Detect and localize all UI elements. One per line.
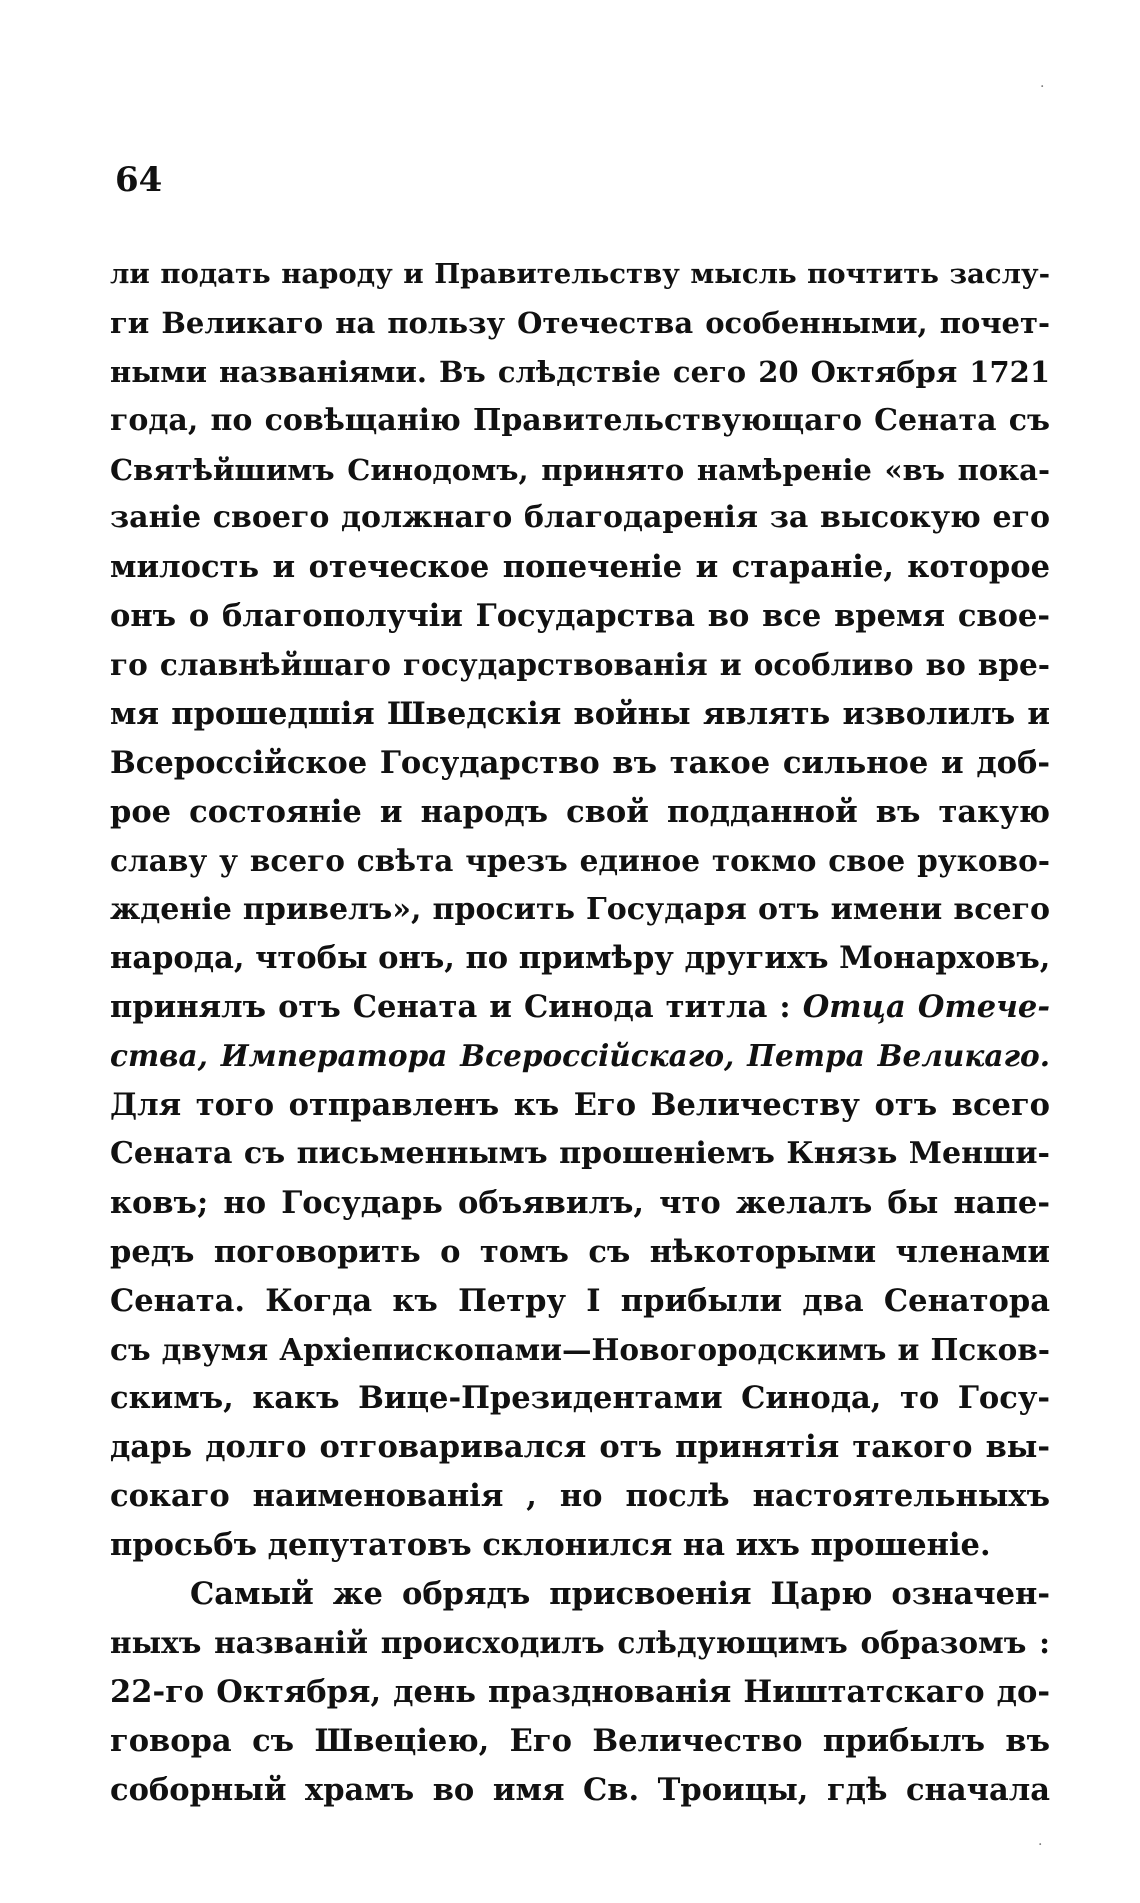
- text-line: съ двумя Архіепископами—Новогородскимъ и Псков-: [110, 1331, 1050, 1367]
- text-line: го славнѣйшаго государствованія и особливо во вре-: [110, 647, 1050, 683]
- text-line: онъ о благополучіи Государства во все время свое-: [110, 598, 1050, 635]
- text-line: редъ поговорить о томъ съ нѣкоторыми членами: [110, 1233, 1050, 1270]
- text-line: ковъ; но Государь объявилъ, что желалъ бы напе-: [110, 1184, 1050, 1221]
- text-line: славу у всего свѣта чрезъ единое токмо свое руково-: [110, 842, 1050, 878]
- text-line: народа, чтобы онъ, по примѣру другихъ Монарховъ,: [110, 940, 1050, 977]
- text-line-italic: ства, Императора Всероссійскаго, Петра Великаго.: [110, 1038, 1050, 1074]
- text-line: жденіе привелъ», просить Государя отъ имени всего: [110, 891, 1050, 927]
- text-line: скимъ, какъ Вице-Президентами Синода, то Госу-: [110, 1380, 1050, 1417]
- text-line: милость и отеческое попеченіе и стараніе, которое: [110, 549, 1050, 586]
- text-line-roman: принялъ отъ Сената и Синода титла :: [110, 989, 791, 1026]
- text-line: рое состояніе и народъ свой подданной въ такую: [110, 793, 1050, 830]
- text-line: Святѣйшимъ Синодомъ, принято намѣреніе «въ пока-: [110, 452, 1050, 487]
- text-line: Всероссійское Государство въ такое сильное и доб-: [110, 744, 1050, 781]
- text-line: года, по совѣщанію Правительствующаго Сената съ: [110, 402, 1050, 438]
- text-line: заніе своего должнаго благодаренія за высокую его: [110, 500, 1050, 536]
- text-line: говора съ Швеціею, Его Величество прибылъ въ: [110, 1722, 1050, 1759]
- scan-speck: ·: [1038, 1837, 1043, 1853]
- page-number: 64: [115, 160, 163, 200]
- text-line: Для того отправленъ къ Его Величеству отъ всего: [110, 1087, 1050, 1124]
- text-line: Сената съ письменнымъ прошеніемъ Князь Менши-: [110, 1136, 1050, 1172]
- text-line-italic: Отца Отече-: [802, 989, 1050, 1026]
- text-line: 22-го Октября, день празднованія Ништатскаго до-: [110, 1673, 1050, 1710]
- text-line: [110, 1032, 1050, 1081]
- text-line: дарь долго отговаривался отъ принятія такого вы-: [110, 1429, 1050, 1466]
- scan-speck: ·: [1040, 79, 1045, 95]
- text-line: [110, 983, 1050, 1032]
- text-line: ныхъ названій происходилъ слѣдующимъ образомъ :: [110, 1624, 1050, 1660]
- text-line: Сената. Когда къ Петру I прибыли два Сенатора: [110, 1282, 1050, 1319]
- text-line: соборный храмъ во имя Св. Троицы, гдѣ сначала: [110, 1771, 1050, 1808]
- text-line: ли подать народу и Правительству мысль почтить заслу-: [110, 258, 1050, 290]
- text-line: ными названіями. Въ слѣдствіе сего 20 Октября 1721: [110, 354, 1050, 389]
- text-line: сокаго наименованія , но послѣ настоятельныхъ: [110, 1478, 1050, 1515]
- text-line: мя прошедшія Шведскія войны являть изволилъ и: [110, 696, 1050, 733]
- text-line: Самый же обрядъ присвоенія Царю означен-: [190, 1576, 1050, 1613]
- text-line: просьбъ депутатовъ склонился на ихъ прошеніе.: [110, 1527, 991, 1564]
- body-text: [110, 250, 1050, 1815]
- text-line: ги Великаго на пользу Отечества особенными, почет-: [110, 305, 1050, 340]
